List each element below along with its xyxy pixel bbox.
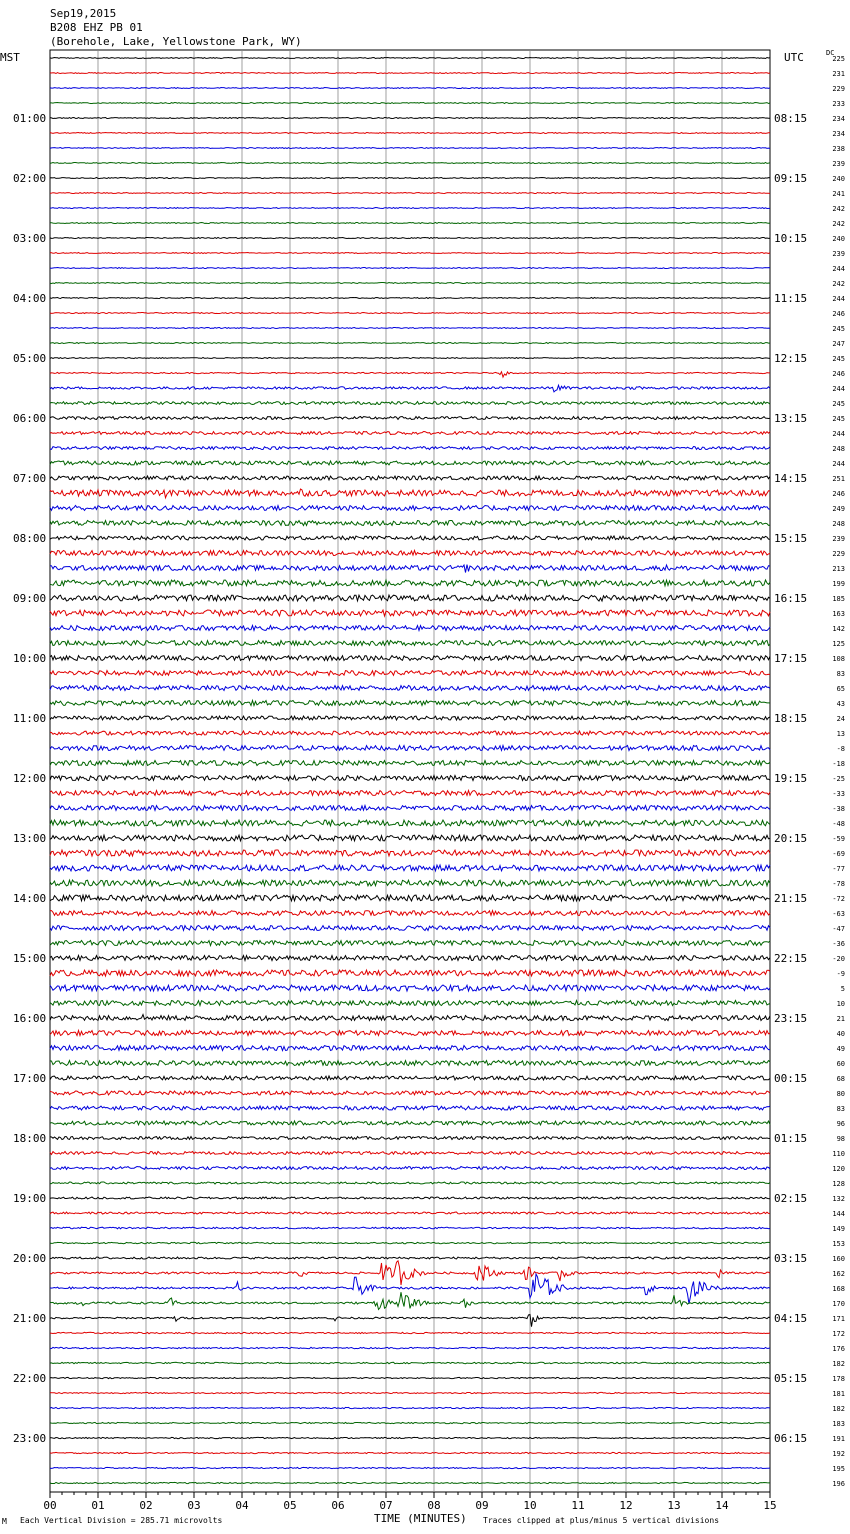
dc-value: 234 <box>832 115 845 123</box>
header-station: B208 EHZ PB 01 <box>50 21 143 34</box>
trace-row <box>50 163 770 164</box>
dc-value: 149 <box>832 1225 845 1233</box>
right-hour-label: 06:15 <box>774 1432 808 1445</box>
plot-frame <box>50 50 770 1492</box>
dc-value: 239 <box>832 535 845 543</box>
trace-row <box>50 1152 770 1155</box>
right-hour-label: 18:15 <box>774 712 808 725</box>
trace-row <box>50 1437 770 1438</box>
trace-row <box>50 447 770 450</box>
dc-value: 49 <box>836 1045 845 1053</box>
left-hour-label: 09:00 <box>13 592 47 605</box>
dc-value: 43 <box>836 700 845 708</box>
dc-value: -18 <box>832 760 845 768</box>
x-tick-label: 06 <box>331 1499 345 1512</box>
dc-value: 13 <box>836 730 845 738</box>
dc-value: 239 <box>832 250 845 258</box>
dc-value: -63 <box>832 910 845 918</box>
trace-row <box>50 626 770 631</box>
footer-mark: M <box>2 1517 7 1526</box>
header-location: (Borehole, Lake, Yellowstone Park, WY) <box>50 35 302 48</box>
dc-value: 185 <box>832 595 845 603</box>
trace-row <box>50 283 770 284</box>
dc-value: -78 <box>832 880 845 888</box>
right-hour-label: 02:15 <box>774 1192 808 1205</box>
trace-row <box>50 536 770 540</box>
trace-row <box>50 103 770 104</box>
dc-value: 182 <box>832 1360 845 1368</box>
dc-value: -69 <box>832 850 845 858</box>
trace-row <box>50 1197 770 1199</box>
x-tick-label: 01 <box>91 1499 105 1512</box>
dc-value: 83 <box>836 1105 845 1113</box>
left-hour-label: 23:00 <box>13 1432 47 1445</box>
dc-value: 248 <box>832 445 845 453</box>
trace-row <box>50 850 770 856</box>
trace-row <box>50 178 770 179</box>
dc-value: 196 <box>832 1480 845 1488</box>
trace-row <box>50 1227 770 1229</box>
dc-header-label: DC <box>826 49 835 57</box>
left-hour-label: 05:00 <box>13 352 47 365</box>
left-hour-label: 21:00 <box>13 1312 47 1325</box>
dc-value: 168 <box>832 1285 845 1293</box>
dc-value: 195 <box>832 1465 845 1473</box>
trace-row <box>50 1167 770 1170</box>
left-hour-label: 13:00 <box>13 832 47 845</box>
right-hour-label: 08:15 <box>774 112 808 125</box>
trace-row <box>50 1031 770 1036</box>
trace-row <box>50 1137 770 1140</box>
dc-value: 83 <box>836 670 845 678</box>
dc-value: 213 <box>832 565 845 573</box>
trace-row <box>50 776 770 781</box>
dc-value: 162 <box>832 1270 845 1278</box>
trace-row <box>50 133 770 134</box>
trace-row <box>50 970 770 976</box>
left-hour-label: 16:00 <box>13 1012 47 1025</box>
trace-row <box>50 1332 770 1333</box>
trace-row <box>50 1182 770 1184</box>
dc-value: 24 <box>836 715 845 723</box>
dc-value: 244 <box>832 430 845 438</box>
trace-row <box>50 476 770 480</box>
x-tick-label: 03 <box>187 1499 201 1512</box>
dc-value: 244 <box>832 385 845 393</box>
trace-row <box>50 761 770 766</box>
trace-row <box>50 1422 770 1423</box>
dc-value: -20 <box>832 955 845 963</box>
dc-value: -38 <box>832 805 845 813</box>
dc-value: 128 <box>832 1180 845 1188</box>
dc-value: 163 <box>832 610 845 618</box>
dc-value: 242 <box>832 205 845 213</box>
dc-value: -25 <box>832 775 845 783</box>
left-hour-label: 15:00 <box>13 952 47 965</box>
dc-value: 245 <box>832 325 845 333</box>
dc-value: 229 <box>832 85 845 93</box>
left-hour-label: 10:00 <box>13 652 47 665</box>
x-axis-title: TIME (MINUTES) <box>374 1512 467 1525</box>
trace-row <box>50 118 770 119</box>
dc-value: 246 <box>832 370 845 378</box>
header-date: Sep19,2015 <box>50 7 117 20</box>
right-hour-label: 11:15 <box>774 292 808 305</box>
trace-row <box>50 1315 770 1327</box>
dc-value: 110 <box>832 1150 845 1158</box>
trace-row <box>50 193 770 194</box>
left-hour-label: 01:00 <box>13 112 47 125</box>
dc-value: 153 <box>832 1240 845 1248</box>
trace-row <box>50 298 770 299</box>
dc-value: -77 <box>832 865 845 873</box>
trace-row <box>50 835 770 841</box>
dc-value: 199 <box>832 580 845 588</box>
left-hour-label: 12:00 <box>13 772 47 785</box>
right-hour-label: 15:15 <box>774 532 808 545</box>
trace-row <box>50 656 770 661</box>
left-hour-label: 04:00 <box>13 292 47 305</box>
right-hour-label: 12:15 <box>774 352 808 365</box>
trace-row <box>50 580 770 586</box>
trace-row <box>50 358 770 359</box>
dc-value: 98 <box>836 1135 845 1143</box>
x-tick-label: 11 <box>571 1499 585 1512</box>
right-timezone-label: UTC <box>784 51 804 64</box>
right-hour-label: 19:15 <box>774 772 808 785</box>
right-hour-label: 16:15 <box>774 592 808 605</box>
dc-value: 233 <box>832 100 845 108</box>
dc-value: 238 <box>832 145 845 153</box>
trace-row <box>50 385 770 392</box>
right-hour-label: 13:15 <box>774 412 808 425</box>
trace-row <box>50 1046 770 1051</box>
trace-row <box>50 1392 770 1393</box>
x-axis-ticks <box>43 1492 776 1512</box>
dc-value: 80 <box>836 1090 845 1098</box>
dc-value: 10 <box>836 1000 845 1008</box>
dc-value: 171 <box>832 1315 845 1323</box>
right-hour-label: 20:15 <box>774 832 808 845</box>
trace-row <box>50 1091 770 1095</box>
dc-value: 241 <box>832 190 845 198</box>
trace-row <box>50 372 770 377</box>
trace-row <box>50 461 770 465</box>
right-time-labels <box>774 112 807 1445</box>
dc-value: 96 <box>836 1120 845 1128</box>
dc-value: 245 <box>832 400 845 408</box>
left-timezone-label: MST <box>0 51 20 64</box>
right-hour-label: 17:15 <box>774 652 808 665</box>
right-hour-label: 14:15 <box>774 472 808 485</box>
x-tick-label: 00 <box>43 1499 57 1512</box>
trace-row <box>50 313 770 314</box>
dc-value: 244 <box>832 460 845 468</box>
dc-value: 244 <box>832 295 845 303</box>
dc-value: -48 <box>832 820 845 828</box>
left-hour-label: 02:00 <box>13 172 47 185</box>
trace-row <box>50 1001 770 1006</box>
trace-row <box>50 253 770 254</box>
trace-row <box>50 208 770 209</box>
trace-row <box>50 148 770 149</box>
trace-row <box>50 746 770 751</box>
dc-value: 120 <box>832 1165 845 1173</box>
dc-value: 172 <box>832 1330 845 1338</box>
dc-value: -59 <box>832 835 845 843</box>
trace-row <box>50 1076 770 1080</box>
trace-row <box>50 941 770 946</box>
dc-value: -47 <box>832 925 845 933</box>
trace-row <box>50 791 770 796</box>
dc-value: 249 <box>832 505 845 513</box>
trace-row <box>50 1015 770 1021</box>
trace-row <box>50 328 770 329</box>
dc-value: 242 <box>832 220 845 228</box>
dc-value: 182 <box>832 1405 845 1413</box>
dc-value: 245 <box>832 415 845 423</box>
trace-row <box>50 565 770 573</box>
dc-value: 176 <box>832 1345 845 1353</box>
x-tick-label: 13 <box>667 1499 681 1512</box>
trace-group <box>50 58 770 1484</box>
right-hour-label: 01:15 <box>774 1132 808 1145</box>
trace-row <box>50 1061 770 1066</box>
left-hour-label: 17:00 <box>13 1072 47 1085</box>
dc-value: 68 <box>836 1075 845 1083</box>
left-hour-label: 14:00 <box>13 892 47 905</box>
right-hour-label: 09:15 <box>774 172 808 185</box>
dc-value: 240 <box>832 175 845 183</box>
dc-value: 183 <box>832 1420 845 1428</box>
trace-row <box>50 1452 770 1453</box>
right-hour-label: 04:15 <box>774 1312 808 1325</box>
trace-row <box>50 88 770 89</box>
trace-row <box>50 1212 770 1214</box>
right-hour-label: 22:15 <box>774 952 808 965</box>
right-hour-label: 03:15 <box>774 1252 808 1265</box>
dc-value: 5 <box>840 985 845 993</box>
trace-row <box>50 1292 770 1309</box>
dc-value: -8 <box>836 745 845 753</box>
trace-row <box>50 610 770 616</box>
trace-row <box>50 671 770 676</box>
trace-row <box>50 880 770 886</box>
dc-value: 170 <box>832 1300 845 1308</box>
right-hour-label: 23:15 <box>774 1012 808 1025</box>
trace-row <box>50 73 770 74</box>
trace-row <box>50 1121 770 1125</box>
trace-row <box>50 551 770 556</box>
trace-row <box>50 865 770 871</box>
plot-grid <box>50 50 770 1492</box>
trace-row <box>50 1362 770 1363</box>
dc-value-labels <box>832 55 845 1488</box>
left-hour-label: 11:00 <box>13 712 47 725</box>
trace-row <box>50 489 770 498</box>
trace-row <box>50 1467 770 1468</box>
dc-value: 234 <box>832 130 845 138</box>
left-hour-label: 06:00 <box>13 412 47 425</box>
trace-row <box>50 820 770 826</box>
x-tick-label: 15 <box>763 1499 777 1512</box>
trace-row <box>50 1482 770 1483</box>
dc-value: -72 <box>832 895 845 903</box>
left-hour-label: 19:00 <box>13 1192 47 1205</box>
dc-value: 21 <box>836 1015 845 1023</box>
dc-value: -9 <box>836 970 845 978</box>
trace-row <box>50 1377 770 1378</box>
dc-value: 142 <box>832 625 845 633</box>
dc-value: 181 <box>832 1390 845 1398</box>
dc-value: 132 <box>832 1195 845 1203</box>
right-hour-label: 00:15 <box>774 1072 808 1085</box>
trace-row <box>50 506 770 511</box>
dc-value: 225 <box>832 55 845 63</box>
trace-row <box>50 343 770 344</box>
dc-value: 248 <box>832 520 845 528</box>
trace-row <box>50 716 770 720</box>
trace-row <box>50 956 770 961</box>
left-hour-label: 20:00 <box>13 1252 47 1265</box>
dc-value: 160 <box>832 1255 845 1263</box>
x-tick-label: 05 <box>283 1499 297 1512</box>
dc-value: 239 <box>832 160 845 168</box>
trace-row <box>50 432 770 435</box>
trace-row <box>50 926 770 931</box>
trace-row <box>50 731 770 735</box>
trace-row <box>50 223 770 224</box>
trace-row <box>50 58 770 59</box>
dc-value: 242 <box>832 280 845 288</box>
dc-value: 246 <box>832 310 845 318</box>
footer-clip-note: Traces clipped at plus/minus 5 vertical divisions <box>483 1516 720 1525</box>
dc-value: 65 <box>836 685 845 693</box>
dc-value: -36 <box>832 940 845 948</box>
trace-row <box>50 1274 770 1304</box>
trace-row <box>50 268 770 269</box>
trace-row <box>50 1242 770 1243</box>
trace-row <box>50 595 770 601</box>
footer-division-note: Each Vertical Division = 285.71 microvolts <box>20 1516 223 1525</box>
trace-row <box>50 641 770 646</box>
left-hour-label: 03:00 <box>13 232 47 245</box>
dc-value: 247 <box>832 340 845 348</box>
trace-row <box>50 1257 770 1259</box>
dc-value: 125 <box>832 640 845 648</box>
left-time-labels <box>13 112 46 1445</box>
left-hour-label: 18:00 <box>13 1132 47 1145</box>
dc-value: 191 <box>832 1435 845 1443</box>
dc-value: -33 <box>832 790 845 798</box>
trace-row <box>50 402 770 405</box>
trace-row <box>50 417 770 420</box>
dc-value: 192 <box>832 1450 845 1458</box>
dc-value: 245 <box>832 355 845 363</box>
trace-row <box>50 806 770 811</box>
trace-row <box>50 1407 770 1408</box>
right-hour-label: 10:15 <box>774 232 808 245</box>
trace-row <box>50 985 770 991</box>
dc-value: 40 <box>836 1030 845 1038</box>
x-tick-label: 02 <box>139 1499 153 1512</box>
trace-row <box>50 521 770 526</box>
trace-row <box>50 911 770 916</box>
dc-value: 144 <box>832 1210 845 1218</box>
x-tick-label: 12 <box>619 1499 633 1512</box>
dc-value: 246 <box>832 490 845 498</box>
left-hour-label: 08:00 <box>13 532 47 545</box>
dc-value: 231 <box>832 70 845 78</box>
x-tick-label: 04 <box>235 1499 249 1512</box>
trace-row <box>50 1261 770 1285</box>
dc-value: 229 <box>832 550 845 558</box>
trace-row <box>50 238 770 239</box>
trace-row <box>50 1347 770 1348</box>
dc-value: 240 <box>832 235 845 243</box>
dc-value: 108 <box>832 655 845 663</box>
x-tick-label: 07 <box>379 1499 393 1512</box>
x-tick-label: 10 <box>523 1499 537 1512</box>
right-hour-label: 21:15 <box>774 892 808 905</box>
x-tick-label: 14 <box>715 1499 729 1512</box>
x-tick-label: 08 <box>427 1499 441 1512</box>
dc-value: 60 <box>836 1060 845 1068</box>
trace-row <box>50 895 770 901</box>
trace-row <box>50 686 770 691</box>
trace-row <box>50 701 770 706</box>
x-tick-label: 09 <box>475 1499 489 1512</box>
trace-row <box>50 1106 770 1110</box>
left-hour-label: 22:00 <box>13 1372 47 1385</box>
dc-value: 244 <box>832 265 845 273</box>
dc-value: 251 <box>832 475 845 483</box>
dc-value: 178 <box>832 1375 845 1383</box>
right-hour-label: 05:15 <box>774 1372 808 1385</box>
left-hour-label: 07:00 <box>13 472 47 485</box>
